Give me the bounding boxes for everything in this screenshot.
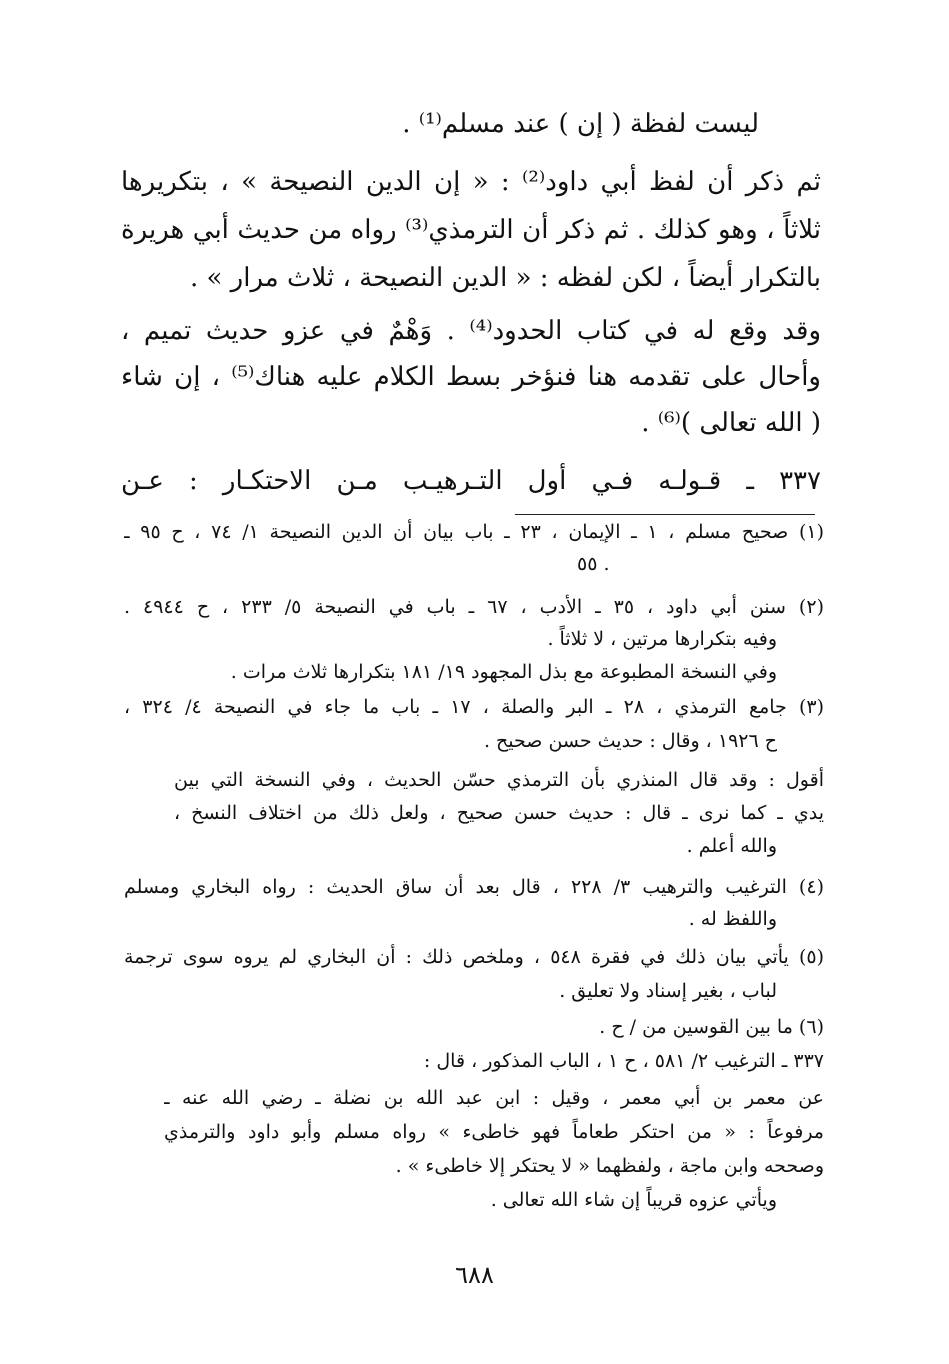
footnote-separator bbox=[515, 514, 815, 515]
footnote-4: (٤) الترغيب والترهيب ٣/ ٢٢٨ ، قال بعد أن ساق الحديث : رواه البخاري ومسلم bbox=[124, 876, 824, 898]
footnote-3-comment: والله أعلم . bbox=[686, 835, 777, 857]
footnote-3-cont: ح ١٩٢٦ ، وقال : حديث حسن صحيح . bbox=[483, 730, 777, 752]
main-text-line: وأحال على تقدمه هنا فنؤخر بسط الكلام عليه هناك⁽⁵⁾ ، إن شاء bbox=[121, 362, 821, 392]
footnote-5: (٥) يأتي بيان ذلك في فقرة ٥٤٨ ، وملخص ذلك : أن البخاري لم يروه سوى ترجمة bbox=[124, 946, 824, 968]
main-text-line: ثم ذكر أن لفظ أبي داود⁽²⁾ : « إن الدين النصيحة » ، بتكريرها bbox=[121, 167, 821, 197]
footnote-3-comment: يدي ـ كما نرى ـ قال : حديث حسن صحيح ، ولعل ذلك من اختلاف النسخ ، bbox=[174, 802, 824, 824]
footnote-2-cont: وفيه بتكرارها مرتين ، لا ثلاثاً . bbox=[547, 628, 777, 650]
note-337-body: عن معمر بن أبي معمر ، وقيل : ابن عبد الله بن نضلة ـ رضي الله عنه ـ bbox=[164, 1087, 824, 1109]
footnote-4-cont: واللفظ له . bbox=[688, 908, 777, 930]
footnote-6: (٦) ما بين القوسين من / ح . bbox=[599, 1016, 824, 1038]
main-text-line: ليست لفظة ( إن ) عند مسلم⁽¹⁾ . bbox=[402, 109, 759, 139]
note-337: ٣٣٧ ـ الترغيب ٢/ ٥٨١ ، ح ١ ، الباب المذكور ، قال : bbox=[423, 1050, 824, 1072]
footnote-1-cont: ٥٥ . bbox=[577, 553, 610, 575]
footnote-3-comment: أقول : وقد قال المنذري بأن الترمذي حسّن الحديث ، وفي النسخة التي بين bbox=[174, 769, 824, 791]
footnote-2: (٢) سنن أبي داود ، ٣٥ ـ الأدب ، ٦٧ ـ باب في النصيحة ٥/ ٢٣٣ ، ح ٤٩٤٤ . bbox=[124, 596, 824, 618]
page-number: ٦٨٨ bbox=[455, 1261, 494, 1289]
note-337-body: مرفوعاً : « من احتكر طعاماً فهو خاطىء » رواه مسلم وأبو داود والترمذي bbox=[164, 1121, 824, 1143]
main-text-line: وقد وقع له في كتاب الحدود⁽⁴⁾ . وَهْمٌ في عزو حديث تميم ، bbox=[121, 316, 821, 346]
main-text-line: بالتكرار أيضاً ، لكن لفظه : « الدين النصيحة ، ثلاث مرار » . bbox=[189, 263, 821, 293]
note-337-body: وصححه وابن ماجة ، ولفظهما « لا يحتكر إلا خاطىء » . bbox=[395, 1155, 824, 1177]
footnote-1: (١) صحيح مسلم ، ١ ـ الإيمان ، ٢٣ ـ باب بيان أن الدين النصيحة ١/ ٧٤ ، ح ٩٥ ـ bbox=[124, 521, 824, 543]
footnote-5-cont: لباب ، بغير إسناد ولا تعليق . bbox=[559, 980, 777, 1002]
section-heading-337: ٣٣٧ ـ قـولـه فـي أول التـرهيـب مـن الاحتكـار : عـن bbox=[121, 466, 821, 496]
footnote-3: (٣) جامع الترمذي ، ٢٨ ـ البر والصلة ، ١٧ ـ باب ما جاء في النصيحة ٤/ ٣٢٤ ، bbox=[124, 696, 824, 718]
footnote-2-note: وفي النسخة المطبوعة مع بذل المجهود ١٩/ ١٨١ بتكرارها ثلاث مرات . bbox=[230, 661, 777, 683]
main-text-line: ( الله تعالى )⁽⁶⁾ . bbox=[641, 408, 821, 438]
main-text-line: ثلاثاً ، وهو كذلك . ثم ذكر أن الترمذي⁽³⁾ رواه من حديث أبي هريرة bbox=[121, 215, 821, 245]
note-337-body: ويأتي عزوه قريباً إن شاء الله تعالى . bbox=[490, 1189, 777, 1211]
